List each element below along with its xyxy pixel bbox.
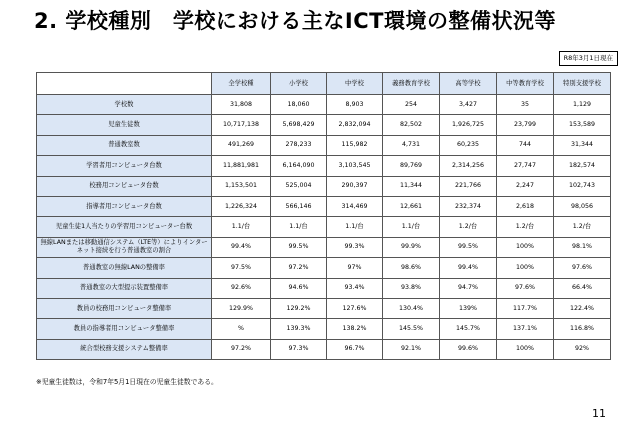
table-cell: 1,129 (554, 95, 611, 115)
table-cell: 92% (554, 339, 611, 359)
table-cell: 1.2/台 (440, 217, 497, 237)
table-row (37, 156, 611, 176)
table-cell: 127.6% (327, 298, 383, 318)
table-cell: 4,731 (383, 135, 440, 155)
table-cell: 566,146 (271, 196, 327, 216)
table-cell: 145.7% (440, 319, 497, 339)
table-cell: 2,618 (497, 196, 554, 216)
table-row (37, 135, 611, 155)
table-cell: 98.1% (554, 237, 611, 257)
table-cell: 278,233 (271, 135, 327, 155)
table-cell: 96.7% (327, 339, 383, 359)
table-cell: 1,926,725 (440, 115, 497, 135)
table-cell: 23,799 (497, 115, 554, 135)
table-cell: 130.4% (383, 298, 440, 318)
table-cell: 100% (497, 339, 554, 359)
table-cell: 1.1/台 (212, 217, 271, 237)
column-header: 中等教育学校 (497, 73, 554, 95)
table-cell: 1.1/台 (383, 217, 440, 237)
page-title: 2. 学校種別 学校における主なICT環境の整備状況等 (34, 9, 556, 33)
table-cell: 116.8% (554, 319, 611, 339)
table-cell: 31,808 (212, 95, 271, 115)
table-cell: 138.2% (327, 319, 383, 339)
table-cell: 60,235 (440, 135, 497, 155)
table-row (37, 258, 611, 278)
table-cell: 10,717,138 (212, 115, 271, 135)
column-header: 全学校種 (212, 73, 271, 95)
table-cell: 153,589 (554, 115, 611, 135)
table-cell: 27,747 (497, 156, 554, 176)
table-cell: 99.4% (212, 237, 271, 257)
row-label: 校務用コンピュータ台数 (37, 176, 212, 196)
header-row (37, 73, 611, 95)
row-label: 無線LANまたは移動通信システム（LTE等）によりインターネット接続を行う普通教室の割合 (37, 237, 212, 257)
table-cell: 129.9% (212, 298, 271, 318)
table-row (37, 298, 611, 318)
table-cell: 99.3% (327, 237, 383, 257)
row-label: 児童生徒1人当たりの学習用コンピューター台数 (37, 217, 212, 237)
table-row (37, 115, 611, 135)
header-corner (37, 73, 212, 95)
column-header: 特別支援学校 (554, 73, 611, 95)
row-label: 学校数 (37, 95, 212, 115)
table-cell: 1.1/台 (327, 217, 383, 237)
table-cell: 92.1% (383, 339, 440, 359)
row-label: 普通教室の大型提示装置整備率 (37, 278, 212, 298)
row-label: 普通教室数 (37, 135, 212, 155)
table-cell: 92.6% (212, 278, 271, 298)
table-cell: 290,397 (327, 176, 383, 196)
table-cell: 82,502 (383, 115, 440, 135)
table-row (37, 319, 611, 339)
table-cell: 12,661 (383, 196, 440, 216)
table-cell: 93.4% (327, 278, 383, 298)
table-cell: 129.2% (271, 298, 327, 318)
table-row (37, 95, 611, 115)
table-cell: 97.3% (271, 339, 327, 359)
table-cell: 94.6% (271, 278, 327, 298)
table-cell: 8,903 (327, 95, 383, 115)
table-cell: 66.4% (554, 278, 611, 298)
table-cell: 6,164,090 (271, 156, 327, 176)
table-cell: 97.2% (271, 258, 327, 278)
table-cell: 491,269 (212, 135, 271, 155)
date-note: R8年3月1日現在 (559, 51, 618, 66)
table-cell: 99.4% (440, 258, 497, 278)
column-header: 義務教育学校 (383, 73, 440, 95)
table-cell: 139% (440, 298, 497, 318)
table-cell: 115,982 (327, 135, 383, 155)
table-cell: 137.1% (497, 319, 554, 339)
table-cell: 525,004 (271, 176, 327, 196)
table-cell: 221,766 (440, 176, 497, 196)
table-cell: 122.4% (554, 298, 611, 318)
table-cell: 98.6% (383, 258, 440, 278)
table-cell: 18,060 (271, 95, 327, 115)
table-cell: 97.2% (212, 339, 271, 359)
row-label: 指導者用コンピュータ台数 (37, 196, 212, 216)
table-cell: 182,574 (554, 156, 611, 176)
table-cell: 102,743 (554, 176, 611, 196)
table-cell: 1.2/台 (554, 217, 611, 237)
table-cell: 117.7% (497, 298, 554, 318)
table-cell: 5,698,429 (271, 115, 327, 135)
table-cell: 3,427 (440, 95, 497, 115)
table-cell: 139.3% (271, 319, 327, 339)
table-cell: 1.1/台 (271, 217, 327, 237)
table-cell: 97% (327, 258, 383, 278)
table-cell: % (212, 319, 271, 339)
table-cell: 99.5% (271, 237, 327, 257)
table-cell: 145.5% (383, 319, 440, 339)
table-row (37, 176, 611, 196)
table-cell: 100% (497, 237, 554, 257)
table-cell: 31,344 (554, 135, 611, 155)
table-cell: 94.7% (440, 278, 497, 298)
table-cell: 2,832,094 (327, 115, 383, 135)
table-cell: 100% (497, 258, 554, 278)
table-cell: 35 (497, 95, 554, 115)
table-cell: 11,344 (383, 176, 440, 196)
table-cell: 254 (383, 95, 440, 115)
column-header: 中学校 (327, 73, 383, 95)
table-row (37, 339, 611, 359)
table-cell: 97.5% (212, 258, 271, 278)
row-label: 教員の指導者用コンピュータ整備率 (37, 319, 212, 339)
row-label: 学習者用コンピュータ台数 (37, 156, 212, 176)
table-cell: 744 (497, 135, 554, 155)
row-label: 児童生徒数 (37, 115, 212, 135)
table-cell: 1,153,501 (212, 176, 271, 196)
table-cell: 1,226,324 (212, 196, 271, 216)
table-cell: 1.2/台 (497, 217, 554, 237)
table-cell: 99.5% (440, 237, 497, 257)
table-body (37, 95, 611, 360)
table-cell: 99.6% (440, 339, 497, 359)
table-cell: 2,314,256 (440, 156, 497, 176)
table-cell: 2,247 (497, 176, 554, 196)
row-label: 普通教室の無線LANの整備率 (37, 258, 212, 278)
column-header: 高等学校 (440, 73, 497, 95)
table-cell: 232,374 (440, 196, 497, 216)
column-header: 小学校 (271, 73, 327, 95)
table-cell: 314,469 (327, 196, 383, 216)
table-row (37, 278, 611, 298)
row-label: 統合型校務支援システム整備率 (37, 339, 212, 359)
table-cell: 89,769 (383, 156, 440, 176)
table-row (37, 237, 611, 257)
table-row (37, 196, 611, 216)
footnote: ※児童生徒数は，令和7年5月1日現在の児童生徒数である。 (36, 378, 218, 386)
table-cell: 97.6% (497, 278, 554, 298)
ict-table (36, 72, 611, 360)
table-cell: 93.8% (383, 278, 440, 298)
table-cell: 98,056 (554, 196, 611, 216)
row-label: 教員の校務用コンピュータ整備率 (37, 298, 212, 318)
table-row (37, 217, 611, 237)
table-cell: 99.9% (383, 237, 440, 257)
table-cell: 3,103,545 (327, 156, 383, 176)
table-cell: 97.6% (554, 258, 611, 278)
page-number: 11 (592, 407, 606, 420)
table-cell: 11,881,981 (212, 156, 271, 176)
